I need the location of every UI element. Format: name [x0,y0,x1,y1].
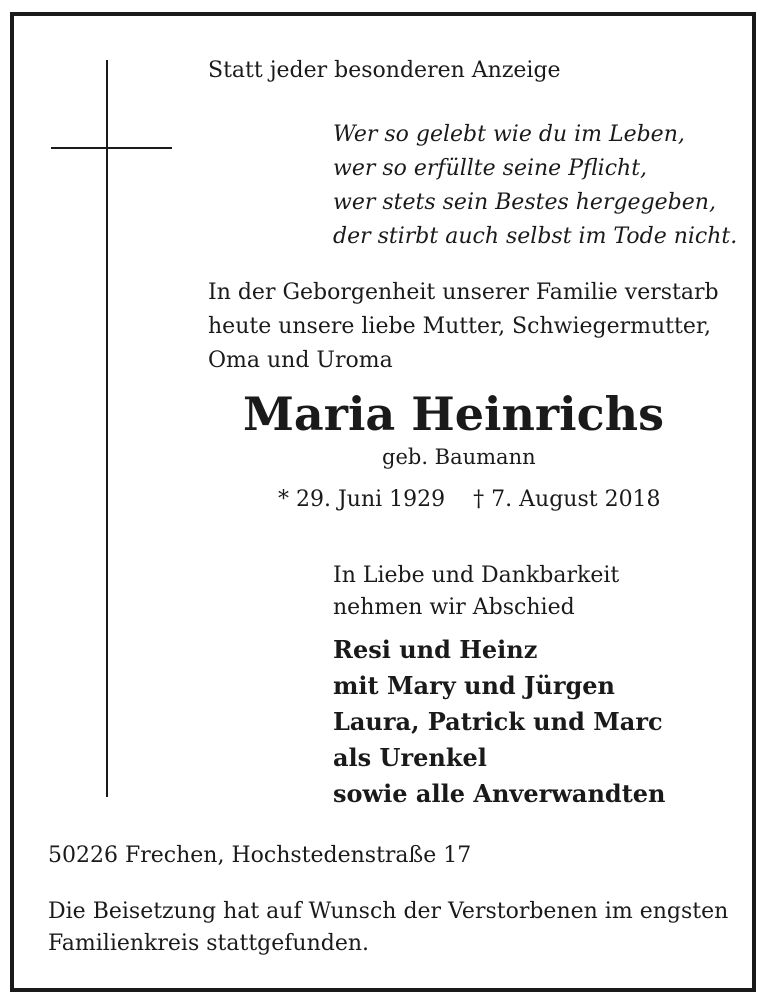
announcement-line: In der Geborgenheit unserer Familie verstarb [208,280,719,305]
mourner-line: als Urenkel [333,743,487,772]
farewell-line: In Liebe und Dankbarkeit [333,563,620,588]
mourner-line: Laura, Patrick und Marc [333,707,663,736]
funeral-note-line: Familienkreis stattgefunden. [48,931,370,956]
life-dates [278,489,661,511]
poem-line: der stirbt auch selbst im Tode nicht. [333,224,738,249]
mourners-list [333,632,666,812]
mourner-line: mit Mary und Jürgen [333,671,615,700]
mourner-line: sowie alle Anverwandten [333,779,666,808]
farewell [333,560,619,624]
deceased-name: Maria Heinrichs [243,387,664,441]
poem [333,118,737,254]
poem-line: wer so erfüllte seine Pflicht, [333,156,648,181]
birth-name: geb. Baumann [382,445,536,469]
birth-date: * 29. Juni 1929 [278,487,446,512]
cross-icon-horizontal [51,147,172,149]
address: 50226 Frechen, Hochstedenstraße 17 [48,843,472,868]
poem-line: Wer so gelebt wie du im Leben, [333,122,685,147]
intro-line: Statt jeder besonderen Anzeige [208,58,561,83]
death-date: † 7. August 2018 [473,487,661,512]
funeral-note-line: Die Beisetzung hat auf Wunsch der Verstorbenen im engsten [48,899,729,924]
announcement-line: heute unsere liebe Mutter, Schwiegermutter, [208,314,711,339]
poem-line: wer stets sein Bestes hergegeben, [333,190,716,215]
announcement-line: Oma und Uroma [208,348,393,373]
farewell-line: nehmen wir Abschied [333,595,575,620]
mourner-line: Resi und Heinz [333,635,538,664]
announcement [208,276,719,378]
funeral-note [48,896,728,960]
cross-icon-vertical [106,60,108,797]
